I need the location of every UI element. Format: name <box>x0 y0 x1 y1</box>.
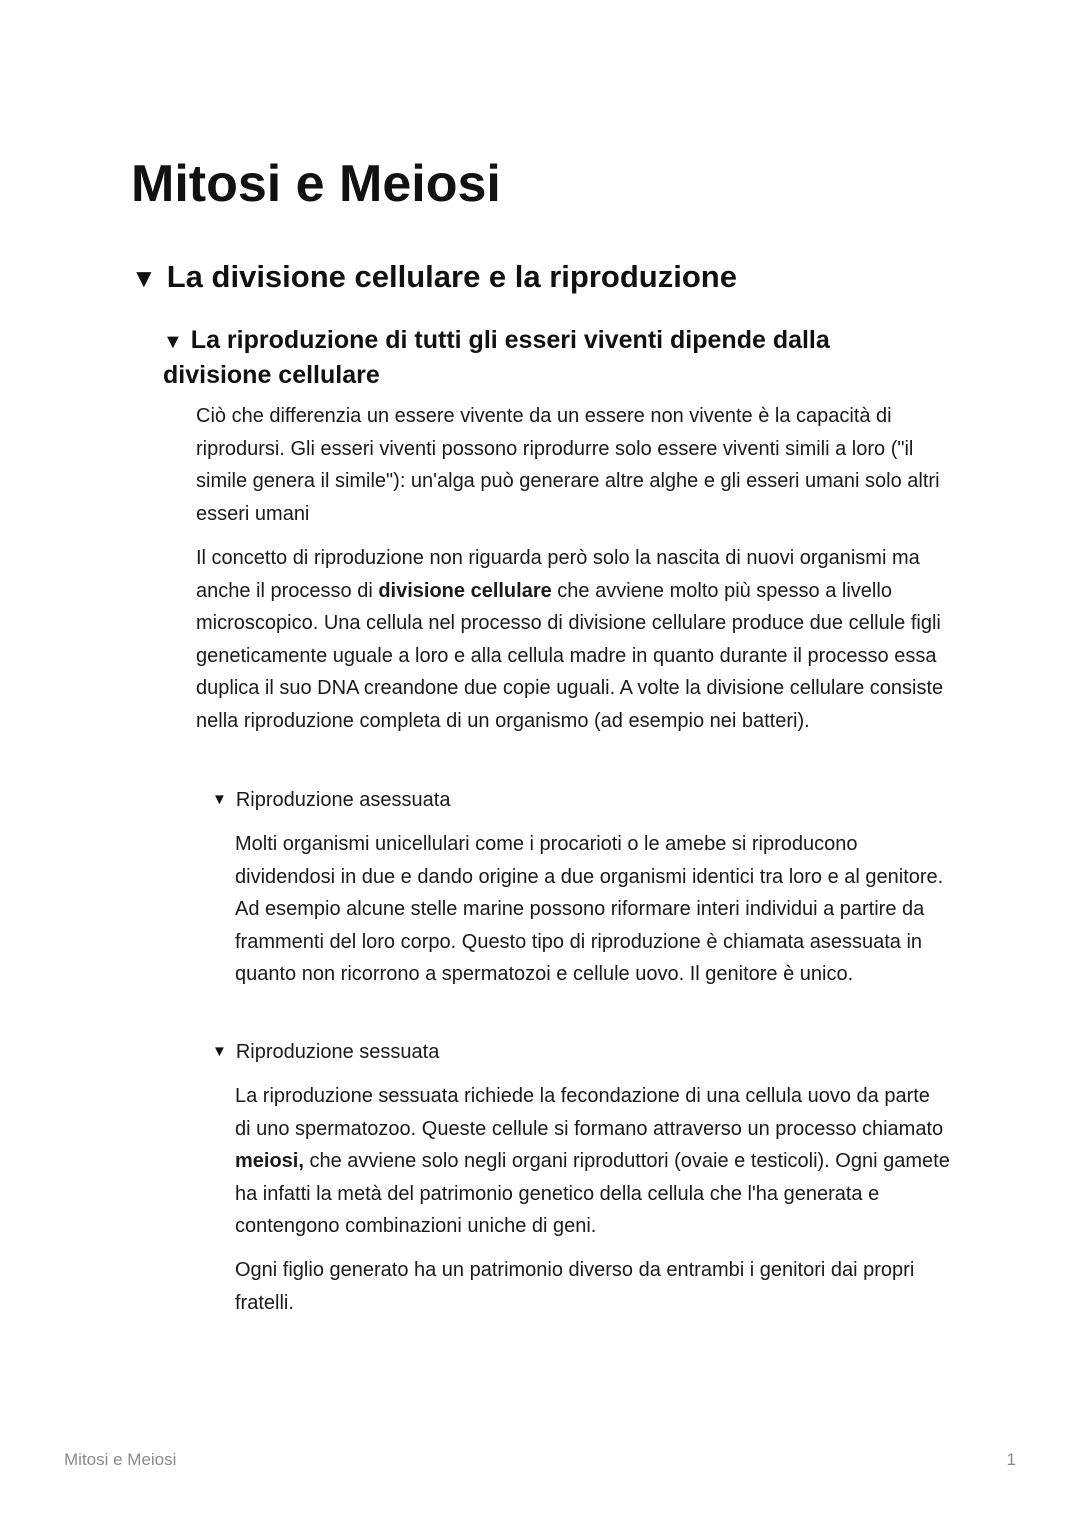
triangle-down-icon[interactable]: ▼ <box>212 1043 227 1060</box>
heading-text: La riproduzione di tutti gli esseri viventi dipende dalla divisione cellulare <box>163 326 830 389</box>
page-title: Mitosi e Meiosi <box>131 155 501 213</box>
toggle-label: Riproduzione asessuata <box>235 789 451 811</box>
footer-page-number: 1 <box>1006 1450 1016 1469</box>
paragraph-text: Il concetto di riproduzione non riguarda però solo la nascita di nuovi organismi ma anche il processo di <box>196 547 920 602</box>
paragraph-capacita-riprodursi: Ciò che differenzia un essere vivente da un essere non vivente è la capacità di riprodursi. Gli esseri viventi possono riprodurre solo essere viventi simili a loro ("il simile genera il simile"): un'alga può generare altre alghe e gli esseri umani solo altri esseri umani <box>196 405 940 525</box>
bold-term: divisione cellulare <box>378 579 552 602</box>
heading-text: La divisione cellulare e la riproduzione <box>166 259 737 294</box>
paragraph-sessuata <box>235 1080 950 1243</box>
triangle-down-icon[interactable]: ▼ <box>212 791 227 808</box>
paragraph-text: La riproduzione sessuata richiede la fecondazione di una cellula uovo da parte di uno spermatozoo. Queste cellule si formano attraverso un processo chiamato <box>235 1085 944 1140</box>
paragraph-text: che avviene molto più spesso a livello microscopico. Una cellula nel processo di divisione cellulare produce due cellule figli geneticamente uguale a loro e alla cellula madre in quanto durante il processo essa duplica il suo DNA creandone due copie uguali. A volte la divisione cellulare consiste nella riproduzione completa di un organismo (ad esempio nei batteri). <box>196 579 944 732</box>
bold-term: meiosi, <box>235 1150 304 1173</box>
paragraph-ogni-figlio: Ogni figlio generato ha un patrimonio diverso da entrambi i genitori dai propri fratelli. <box>235 1259 915 1314</box>
paragraph-text: che avviene solo negli organi riproduttori (ovaie e testicoli). Ogni gamete ha infatti la metà del patrimonio genetico della cellula che l'ha generata e contengono combinazioni uniche di geni. <box>235 1150 950 1238</box>
triangle-down-icon[interactable]: ▼ <box>131 263 157 293</box>
footer-doc-name: Mitosi e Meiosi <box>64 1450 177 1469</box>
toggle-riproduzione-sessuata[interactable] <box>212 1037 439 1069</box>
paragraph-concetto-riproduzione <box>196 542 956 738</box>
triangle-down-icon[interactable]: ▼ <box>163 331 183 353</box>
toggle-label: Riproduzione sessuata <box>235 1041 440 1063</box>
toggle-heading-divisione-cellulare[interactable] <box>131 256 951 299</box>
toggle-heading-riproduzione-esseri-viventi[interactable] <box>163 324 923 392</box>
toggle-riproduzione-asessuata[interactable] <box>212 785 450 817</box>
paragraph-asessuata: Molti organismi unicellulari come i procarioti o le amebe si riproducono dividendosi in due e dando origine a due organismi identici tra loro e al genitore. Ad esempio alcune stelle marine possono riformare interi individui a partire da frammenti del loro corpo. Questo tipo di riproduzione è chiamata asessuata in quanto non ricorrono a spermatozoi e cellule uovo. Il genitore è unico. <box>235 833 944 986</box>
